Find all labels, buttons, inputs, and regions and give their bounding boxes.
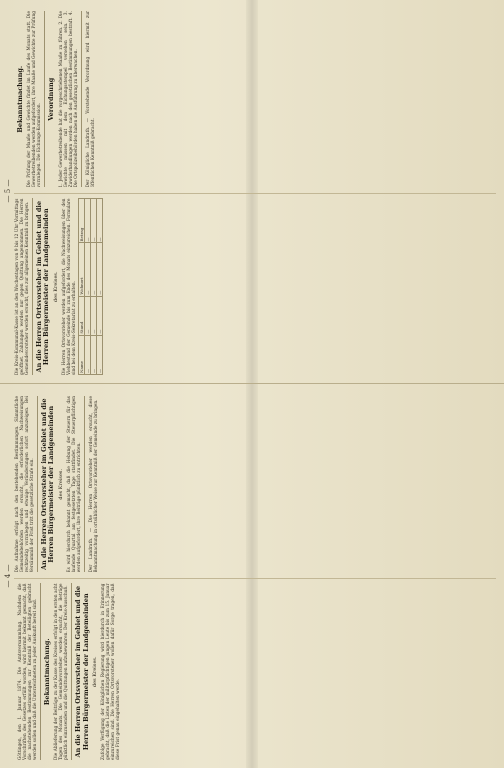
section-text: Es wird hierdurch bekannt gemacht, daß die Hebung der Steuern für das laufende Quartal am festgesetzten Tage stattfindet. Die Steuerpflichtigen werden aufgefordert, ihre Beiträge pünktlich zu entrichten.: [65, 396, 81, 573]
divider: [71, 584, 72, 761]
table-cell: —: [84, 296, 90, 335]
data-table: [78, 199, 103, 376]
section-heading: Verordnung: [47, 77, 56, 121]
divider: [37, 396, 38, 573]
section-subheading: des Kreises.: [52, 271, 59, 303]
left-page: [0, 384, 504, 768]
section-text: Die Aufnahme erfolgt nach den bestehenden Bestimmungen. Sämmtliche Gemeindebehörden werden ersucht, die erforderlichen Nachweisungen rechtzeitig vorzulegen und etwaige Veränderungen sofort anzuzeigen. Bei Versäumniß der Frist tritt die gesetzliche Strafe ein.: [14, 396, 34, 573]
table-cell: —: [84, 335, 90, 374]
table-cell: —: [90, 199, 96, 243]
section-text: Die Ablieferung der Beiträge zu der Kasse des Kreises erfolgt in den ersten acht Tagen des Monats. Die Gemeindevorsteher werden ersucht, die Beträge pünktlich einzusenden und die Quittungen aufzubewahren. Der Kreis-Ausschuß.: [53, 583, 69, 760]
table-header: Name: [78, 335, 84, 374]
left-page-number: — 4 —: [4, 564, 12, 588]
section-text: Der Landrath. — Die Herren Ortsvorsteher werden ersucht, diese Bekanntmachung in ortsüblicher Weise zur Kenntniß der Gemeinde zu bringen.: [87, 396, 98, 573]
table-cell: —: [90, 243, 96, 296]
table-cell: —: [96, 296, 102, 335]
section-heading: An die Herren Ortsvorsteher im Gebiet und die Herren Bürgermeister der Landgemeinden: [35, 201, 51, 373]
divider: [44, 11, 45, 188]
table-cell: —: [96, 335, 102, 374]
section-heading: An die Herren Ortsvorsteher im Gebiet und die Herren Bürgermeister der Landgemeinden: [40, 398, 56, 570]
divider: [84, 396, 85, 573]
section-heading: Bekanntmachung.: [43, 638, 51, 706]
right-column-1: [14, 194, 496, 376]
left-page-columns: [14, 392, 496, 760]
table-cell: —: [96, 199, 102, 243]
section-text: Die Prüfung der Maaße und Gewichte findet im Laufe des Monats statt. Die Gewerbetreibenden werden aufgefordert, ihre Maaße und Gewichte zur Prüfung vorzulegen. Die Eichungs-Kommission.: [26, 11, 42, 188]
right-column-2: [14, 7, 496, 188]
left-column-2: [14, 392, 496, 573]
section-text: Göttingen, den 1. Januar 1874. Die Amtsversammlung. Nachdem die Vorschriften des Gesetzes erfüllt worden, wird hiermit bekannt gemacht, daß die nachstehenden Bestimmungen zur Kenntniß der Beteiligten gebracht werden sollen und daß die Unterzeichneten zu jeder Auskunft bereit sind.: [17, 583, 37, 760]
section-text: Die Herren Ortsvorsteher werden aufgefordert, die Nachweisungen über den Viehbestand der Gemeinde bis zum Ende des Monats einzureichen. Formulare sind bei dem Kreis-Sekretariat zu erhalten.: [60, 198, 76, 375]
section-subheading: des Kreises.: [92, 656, 99, 688]
divider: [40, 584, 41, 761]
table-cell: —: [84, 243, 90, 296]
section-text: Die Kreis-Kommunal-Kasse ist an den Wochentagen von 9 bis 12 Uhr Vormittags geöffnet. Zahlungen werden nur gegen Quittung angenommen. Die Herren Gemeindevorsteher werden ersucht, dies zur allgemeinen Kenntniß zu bringen.: [14, 198, 29, 375]
section-text: 1. Jeder Gewerbetreibende hat die vorgeschriebenen Maaße zu führen. 2. Die Gewichte müssen mit dem Eichungsstempel versehen sein. 3. Zuwiderhandlungen werden nach den gesetzlichen Bestimmungen bestraft. 4. Die Ortspolizeibehörden haben die Ausführung zu überwachen.: [57, 11, 78, 188]
divider: [32, 199, 33, 376]
table-cell: —: [96, 243, 102, 296]
section-text: Der Königliche Landrath. — Vorstehende Verordnung wird hiermit zur öffentlichen Kenntniß gebracht.: [84, 11, 95, 188]
section-heading: Bekanntmachung.: [16, 65, 24, 133]
section-text: Zufolge Verfügung der Königlichen Regierung wird hierdurch in Erinnerung gebracht, daß die Listen der militärpflichtigen jungen Leute bis zum 15. Januar einzureichen sind. Die Herren Ortsvorsteher wollen dafür Sorge tragen, daß diese Frist genau eingehalten werde.: [100, 583, 121, 760]
table-cell: —: [90, 335, 96, 374]
table-header: Stand: [78, 296, 84, 335]
section-heading: An die Herren Ortsvorsteher im Gebiet und die Herren Bürgermeister der Landgemeinden: [74, 586, 90, 758]
table-header: Betrag: [78, 199, 84, 243]
table-row: [96, 199, 102, 375]
divider: [81, 11, 82, 188]
table-cell: —: [84, 199, 90, 243]
right-page-columns: [14, 7, 496, 375]
left-column-1: [14, 579, 496, 761]
right-page-number: — 5 —: [4, 179, 12, 203]
table-header: Wohnort: [78, 243, 84, 296]
section-subheading: des Kreises.: [57, 468, 64, 500]
table-cell: —: [90, 296, 96, 335]
